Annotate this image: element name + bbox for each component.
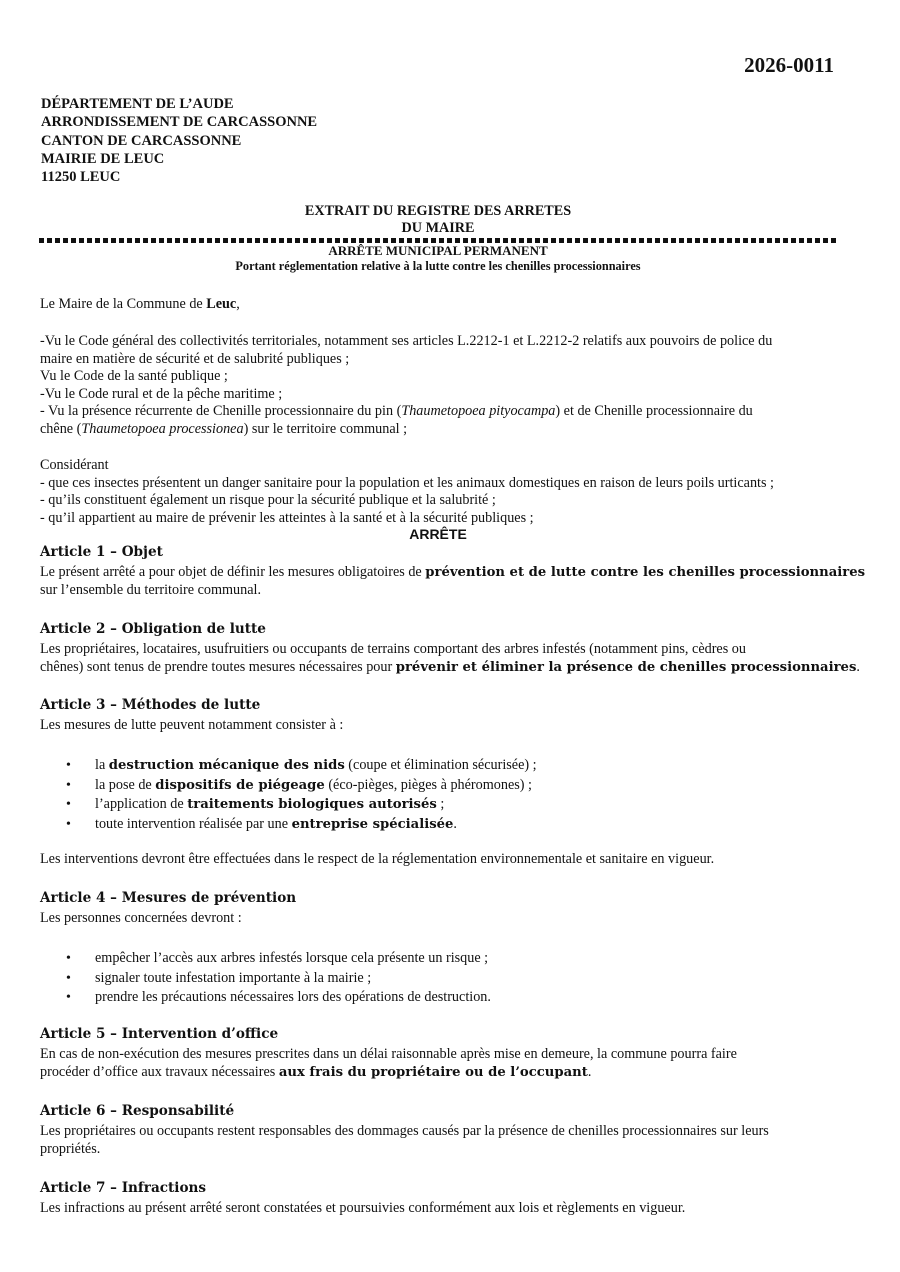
extrait-line-1: EXTRAIT DU REGISTRE DES ARRETES bbox=[304, 203, 572, 219]
vu-line-1: -Vu le Code général des collectivités territoriales, notamment ses articles L.2212-1 et L.2212-2 relatifs aux pouvoirs de police du bbox=[40, 333, 773, 349]
header-department: DÉPARTEMENT DE L’AUDE bbox=[41, 96, 234, 112]
article-1-title: Article 1 – Objet bbox=[40, 544, 163, 560]
arrete-subtitle: Portant réglementation relative à la lutte contre les chenilles processionnaires bbox=[235, 259, 641, 273]
vu-line-3: Vu le Code de la santé publique ; bbox=[40, 368, 228, 385]
article-1-body: Le présent arrêté a pour objet de définir les mesures obligatoires de prévention et de lutte contre les chenilles processionnaires sur l’ensemble du territoire communal. bbox=[40, 564, 866, 598]
document-number: 2026-0011 bbox=[744, 53, 834, 77]
list-item: • l’application de traitements biologiques autorisés ; bbox=[40, 795, 537, 815]
arrete-title: ARRÊTE MUNICIPAL PERMANENT bbox=[328, 243, 548, 258]
list-item: • signaler toute infestation importante à la mairie ; bbox=[40, 969, 491, 989]
administrative-header bbox=[41, 95, 317, 186]
article-5-title: Article 5 – Intervention d’office bbox=[40, 1026, 279, 1042]
considerant-section bbox=[40, 457, 840, 527]
intro-suffix: , bbox=[236, 296, 240, 312]
intro-paragraph bbox=[40, 296, 840, 314]
article-5-body: En cas de non-exécution des mesures prescrites dans un délai raisonnable après mise en demeure, la commune pourra faire procéder d’office aux travaux nécessaires aux frais du propriétaire ou de l’occupant. bbox=[40, 1046, 737, 1080]
article-7-title: Article 7 – Infractions bbox=[40, 1180, 207, 1196]
list-item: • empêcher l’accès aux arbres infestés lorsque cela présente un risque ; bbox=[40, 949, 491, 969]
vu-line-2: maire en matière de sécurité et de salubrité publiques ; bbox=[40, 350, 350, 367]
list-item: • la pose de dispositifs de piégeage (éco-pièges, pièges à phéromones) ; bbox=[40, 776, 537, 796]
list-item: • prendre les précautions nécessaires lors des opérations de destruction. bbox=[40, 988, 491, 1008]
vu-line-4: -Vu le Code rural et de la pêche maritime ; bbox=[40, 385, 283, 402]
article-3-intro: Les mesures de lutte peuvent notamment consister à : bbox=[40, 717, 344, 733]
intro-prefix: Le Maire de la Commune de bbox=[40, 296, 207, 312]
considerant-line-2: - qu’ils constituent également un risque pour la sécurité publique et la salubrité ; bbox=[40, 492, 496, 509]
considerant-line-1: - que ces insectes présentent un danger sanitaire pour la population et les animaux domestiques en raison de leurs poils urticants ; bbox=[40, 474, 774, 491]
header-arrondissement: ARRONDISSEMENT DE CARCASSONNE bbox=[41, 114, 318, 131]
list-item: • la destruction mécanique des nids (coupe et élimination sécurisée) ; bbox=[40, 756, 537, 776]
article-4-title: Article 4 – Mesures de prévention bbox=[40, 890, 297, 906]
article-3-list bbox=[40, 756, 537, 834]
article-3-outro: Les interventions devront être effectuées dans le respect de la réglementation environnementale et sanitaire en vigueur. bbox=[40, 851, 715, 867]
article-4-list bbox=[40, 949, 491, 1008]
considerant-heading: Considérant bbox=[40, 457, 109, 473]
header-postal: 11250 LEUC bbox=[41, 169, 121, 186]
article-3-title: Article 3 – Méthodes de lutte bbox=[40, 697, 261, 713]
article-2-title: Article 2 – Obligation de lutte bbox=[40, 621, 266, 637]
article-2-body: Les propriétaires, locataires, usufruitiers ou occupants de terrains comportant des arbres infestés (notamment pins, cèdres ou chênes) sont tenus de prendre toutes mesures nécessaires pour prévenir et éliminer la présence de chenilles processionnaires. bbox=[40, 641, 860, 675]
list-item: • toute intervention réalisée par une entreprise spécialisée. bbox=[40, 815, 537, 835]
article-6-body: Les propriétaires ou occupants restent responsables des dommages causés par la présence de chenilles processionnaires sur leurs propriétés. bbox=[40, 1123, 769, 1157]
article-4-intro: Les personnes concernées devront : bbox=[40, 910, 242, 926]
considerant-line-3: - qu’il appartient au maire de prévenir les atteintes à la santé et à la sécurité publiques ; bbox=[40, 509, 534, 526]
header-canton: CANTON DE CARCASSONNE bbox=[41, 132, 242, 149]
header-mairie: MAIRIE DE LEUC bbox=[41, 150, 165, 167]
vu-section bbox=[40, 333, 840, 439]
extrait-line-2: DU MAIRE bbox=[401, 220, 475, 236]
arrete-heading: ARRÊTE bbox=[409, 526, 467, 542]
article-6-title: Article 6 – Responsabilité bbox=[40, 1103, 235, 1119]
extrait-heading bbox=[40, 203, 836, 237]
vu-line-6: chêne (Thaumetopoea processionea) sur le territoire communal ; bbox=[40, 420, 408, 437]
intro-commune: Leuc bbox=[206, 296, 237, 312]
article-7-body: Les infractions au présent arrêté seront constatées et poursuivies conformément aux lois et règlements en vigueur. bbox=[40, 1200, 686, 1216]
vu-line-5: - Vu la présence récurrente de Chenille processionnaire du pin (Thaumetopoea pityocampa) et de Chenille processionnaire du bbox=[40, 403, 753, 420]
